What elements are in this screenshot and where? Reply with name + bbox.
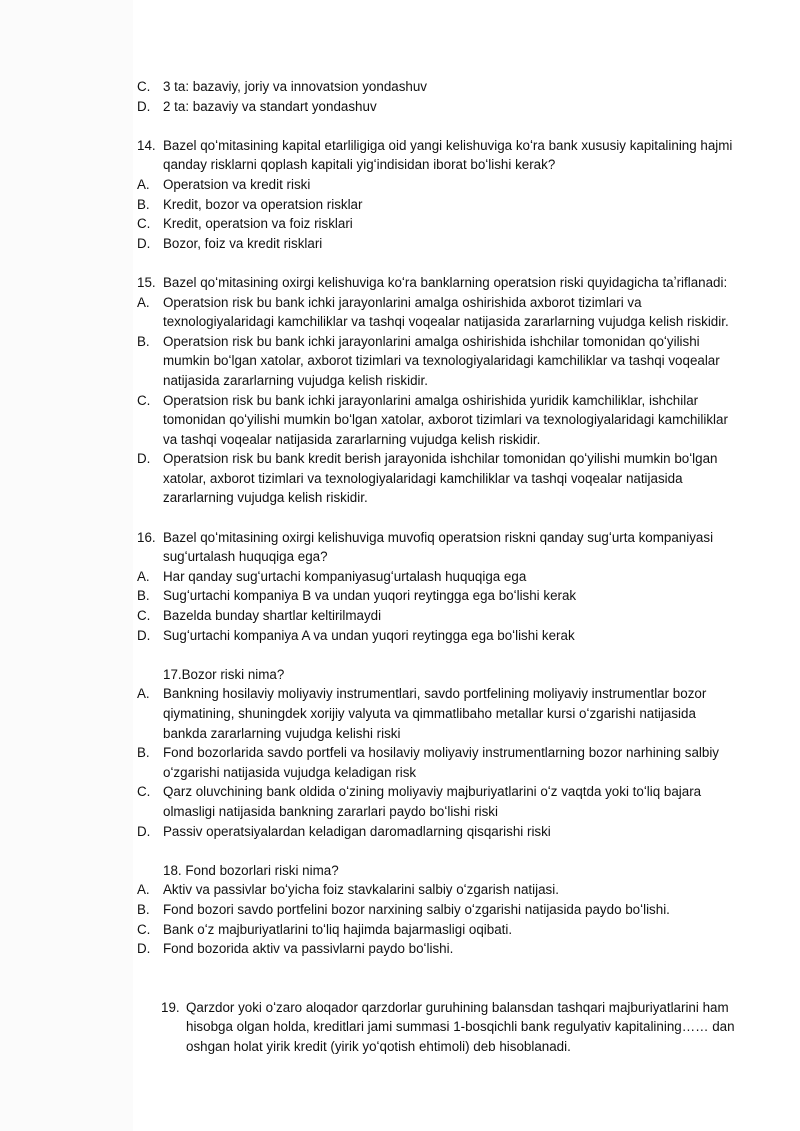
answer-option — [0, 626, 800, 646]
question-text: Bazel qoʻmitasining oxirgi kelishuviga koʻra banklarning operatsion riski quyidagicha taʼriflanadi: — [163, 274, 728, 290]
option-letter: A. — [137, 176, 150, 192]
option-letter: B. — [137, 745, 150, 761]
question-number: 14. — [137, 137, 156, 153]
question-item — [0, 273, 800, 293]
answer-option — [0, 332, 800, 391]
option-text: Har qanday sugʻurtachi kompaniyasugʻurtalash huquqiga ega — [163, 568, 527, 584]
answer-option — [0, 939, 800, 959]
spacer — [0, 959, 800, 998]
answer-option — [0, 606, 800, 626]
question-number: 16. — [137, 529, 156, 545]
option-text: Fond bozorlarida savdo portfeli va hosilaviy moliyaviy instrumentlarning bozor narhining salbiy oʻzgarishi natijasida vujudga keladigan risk — [163, 745, 719, 780]
option-letter: D. — [137, 627, 151, 643]
option-letter: B. — [137, 333, 150, 349]
option-letter: A. — [137, 568, 150, 584]
answer-option — [0, 586, 800, 606]
answer-option — [0, 684, 800, 743]
document-body — [0, 77, 800, 1057]
question-number: 19. — [161, 999, 180, 1015]
question-number: 15. — [137, 274, 156, 290]
option-text: Bazelda bunday shartlar keltirilmaydi — [163, 608, 382, 624]
option-text: Passiv operatsiyalardan keladigan daromadlarning qisqarishi riski — [163, 823, 551, 839]
option-text: Bank oʻz majburiyatlarini toʻliq hajimda bajarmasligi oqibati. — [163, 921, 513, 937]
answer-option — [0, 822, 800, 842]
spacer — [0, 508, 800, 528]
question-text: Bazel qoʻmitasining oxirgi kelishuviga muvofiq operatsion riskni qanday sugʻurta kompaniyasi sugʻurtalash huquqiga ega? — [163, 529, 714, 565]
option-letter: D. — [137, 823, 151, 839]
option-letter: B. — [137, 588, 150, 604]
answer-option — [0, 449, 800, 508]
question-item — [0, 998, 800, 1057]
option-letter: A. — [137, 294, 150, 310]
answer-option — [0, 77, 800, 97]
answer-option — [0, 567, 800, 587]
answer-option — [0, 214, 800, 234]
option-text: Operatsion risk bu bank ichki jarayonlarini amalga oshirishida axborot tizimlari va texnologiyalaridagi kamchiliklar va tashqi voqealar natijasida zararlarning vujudga kelish riskidir. — [163, 294, 729, 330]
option-letter: D. — [137, 941, 151, 957]
option-text: Fond bozori savdo portfelini bozor narxining salbiy oʻzgarishi natijasida paydo boʻlishi. — [163, 901, 670, 917]
answer-option — [0, 391, 800, 450]
option-text: Operatsion risk bu bank ichki jarayonlarini amalga oshirishida ishchilar tomonidan qoʻyilishi mumkin boʻlgan xatolar, axborot tizimlari va texnologiyalaridagi kamchiliklar va tashqi voqealar natijasida zararlarning vujudga kelish riskidir. — [163, 333, 720, 388]
question-text: Bazel qoʻmitasining kapital etarliligiga oid yangi kelishuviga koʻra bank xususiy kapitalining hajmi qanday risklarni qoplash kapitali yigʻindisidan iborat boʻlishi kerak? — [163, 137, 733, 173]
option-text: Bozor, foiz va kredit risklari — [163, 235, 323, 251]
option-letter: D. — [137, 235, 151, 251]
option-text: Operatsion va kredit riski — [163, 176, 311, 192]
answer-option — [0, 195, 800, 215]
answer-option — [0, 880, 800, 900]
option-letter: B. — [137, 196, 150, 212]
answer-option — [0, 175, 800, 195]
option-text: Sugʻurtachi kompaniya B va undan yuqori reytingga ega boʻlishi kerak — [163, 588, 577, 604]
answer-option — [0, 293, 800, 332]
answer-option — [0, 900, 800, 920]
option-letter: D. — [137, 451, 151, 467]
answer-option — [0, 234, 800, 254]
option-letter: D. — [137, 98, 151, 114]
option-text: 2 ta: bazaviy va standart yondashuv — [163, 98, 377, 114]
answer-option — [0, 743, 800, 782]
question-item — [0, 861, 800, 881]
spacer — [0, 841, 800, 861]
question-item — [0, 665, 800, 685]
answer-option — [0, 782, 800, 821]
option-text: Qarz oluvchining bank oldida oʻzining moliyaviy majburiyatlarini oʻz vaqtda yoki toʻliq bajara olmasligi natijasida bankning zararlari paydo boʻlishi riski — [163, 784, 702, 819]
spacer — [0, 253, 800, 273]
option-text: Operatsion risk bu bank kredit berish jarayonida ishchilar tomonidan qoʻyilishi mumkin boʻlgan xatolar, axborot tizimlari va texnologiyalaridagi kamchiliklar va tashqi voqealar natijasida zararlarning vujudga kelish riskidir. — [163, 451, 718, 506]
option-letter: C. — [137, 784, 151, 800]
option-text: Fond bozorida aktiv va passivlarni paydo boʻlishi. — [163, 941, 454, 957]
option-letter: A. — [137, 882, 150, 898]
option-letter: C. — [137, 216, 151, 232]
spacer — [0, 116, 800, 136]
option-text: 3 ta: bazaviy, joriy va innovatsion yondashuv — [163, 79, 427, 94]
option-text: Kredit, bozor va operatsion risklar — [163, 196, 363, 212]
option-letter: C. — [137, 608, 151, 624]
spacer — [0, 645, 800, 665]
option-letter: A. — [137, 686, 150, 702]
question-text: 18. Fond bozorlari riski nima? — [163, 862, 339, 878]
option-text: Bankning hosilaviy moliyaviy instrumentlari, savdo portfelining moliyaviy instrumentlar bozor qiymatining, shuningdek xorijiy valyuta va qimmatlibaho metallar kursi oʻzgarishi natijasida bankda zararlarning vujudga kelishi riski — [163, 686, 707, 741]
option-letter: C. — [137, 79, 151, 94]
question-text: Qarzdor yoki oʻzaro aloqador qarzdorlar guruhining balansdan tashqari majburiyatlarini ham hisobga olgan holda, kreditlari jami summasi 1-bosqichli bank regulyativ kapitalining…… dan oshgan holat yirik kredit (yirik yoʻqotish ehtimoli) deb hisoblanadi. — [186, 999, 735, 1054]
option-text: Kredit, operatsion va foiz risklari — [163, 216, 353, 232]
option-letter: B. — [137, 901, 150, 917]
question-text: 17.Bozor riski nima? — [163, 666, 285, 682]
question-item — [0, 528, 800, 567]
question-item — [0, 136, 800, 175]
option-text: Operatsion risk bu bank ichki jarayonlarini amalga oshirishida yuridik kamchiliklar, ishchilar tomonidan qoʻyilishi mumkin boʻlgan xatolar, axborot tizimlari va texnologiyalaridagi kamchiliklar va tashqi voqealar natijasida zararlarning vujudga kelish riskidir. — [163, 392, 728, 447]
option-letter: C. — [137, 392, 151, 408]
option-text: Aktiv va passivlar boʻyicha foiz stavkalarini salbiy oʻzgarish natijasi. — [163, 882, 559, 898]
answer-option — [0, 920, 800, 940]
option-text: Sugʻurtachi kompaniya A va undan yuqori reytingga ega boʻlishi kerak — [163, 627, 575, 643]
answer-option — [0, 97, 800, 117]
option-letter: C. — [137, 921, 151, 937]
